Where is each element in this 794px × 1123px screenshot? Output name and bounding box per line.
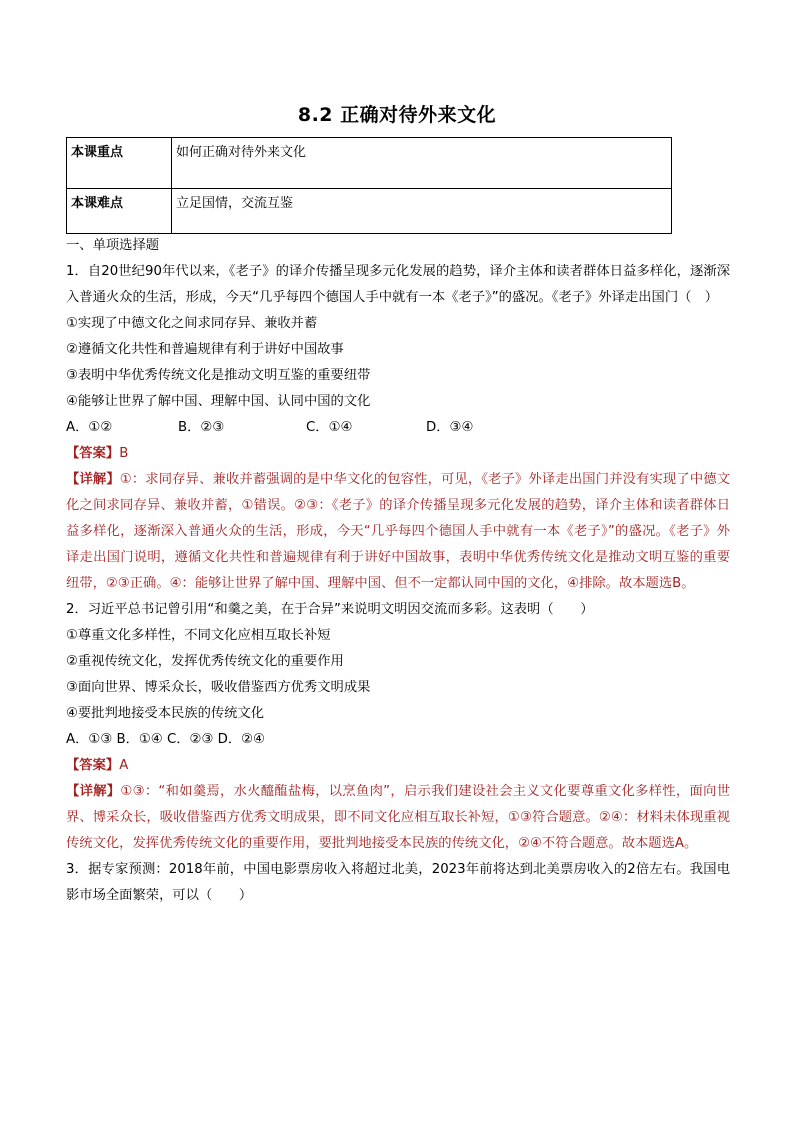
q1-answer [66, 441, 730, 467]
q2-options: A．①③ B．①④ C．②③ D．②④ [66, 732, 265, 747]
q1-item-2: ②遵循文化共性和普遍规律有利于讲好中国故事 [66, 342, 344, 357]
q1-stem: 1．自20世纪90年代以来，《老子》的译介传播呈现多元化发展的趋势，译介主体和读者群体日益多样化，逐渐深入普通火众的生活，形成，今天“几乎每四个德国人手中就有一本《老子》”的盛况。《老子》外译走出国门（ ） [66, 264, 730, 305]
table-value-key-point: 如何正确对待外来文化 [172, 138, 672, 189]
lesson-table [66, 137, 672, 234]
page-title: 8.2 正确对待外来文化 [297, 104, 497, 126]
q3-stem: 3．据专家预测：2018年前，中国电影票房收入将超过北美，2023年前将达到北美票房收入的2倍左右。我国电影市场全面繁荣，可以（ ） [66, 862, 730, 903]
q2-item-4: ④要批判地接受本民族的传统文化 [66, 706, 265, 721]
q1-detail [66, 467, 730, 597]
q2-detail-tag: 【详解】 [66, 784, 121, 799]
q1-answer-value: B [119, 446, 129, 461]
table-head-key-point: 本课重点 [67, 138, 172, 189]
q2-answer-tag: 【答案】 [66, 758, 120, 773]
q2-item-3: ③面向世界、博采众长，吸收借鉴西方优秀文明成果 [66, 680, 371, 695]
question-content [66, 233, 730, 909]
section-heading: 一、单项选择题 [66, 238, 160, 253]
table-row [67, 138, 672, 189]
q2-item-2: ②重视传统文化，发挥优秀传统文化的重要作用 [66, 654, 344, 669]
q1-detail-tag: 【详解】 [66, 472, 120, 487]
q1-detail-text: ①：求同存异、兼收并蓄强调的是中华文化的包容性，可见，《老子》外译走出国门并没有实现了中德文化之间求同存异、兼收并蓄，①错误。②③：《老子》的译介传播呈现多元化发展的趋势，译介主体和读者群体日益多样化，逐渐深入普通火众的生活，形成，今天“几乎每四个德国人手中就有一本《老子》”的盛况。《老子》外译走出国门说明，遵循文化共性和普遍规律有利于讲好中国故事，表明中华优秀传统文化是推动文明互鉴的重要纽带，②③正确。④：能够让世界了解中国、理解中国、但不一定都认同中国的文化，④排除。故本题选B。 [66, 472, 730, 591]
q1-option-c: C．①④ [306, 420, 353, 435]
q2-answer [66, 753, 730, 779]
q1-item-4: ④能够让世界了解中国、理解中国、认同中国的文化 [66, 394, 371, 409]
q1-item-3: ③表明中华优秀传统文化是推动文明互鉴的重要纽带 [66, 368, 371, 383]
table-value-difficulty: 立足国情，交流互鉴 [172, 189, 672, 234]
q1-option-d: D．③④ [426, 420, 474, 435]
q1-options [66, 415, 730, 441]
q1-answer-tag: 【答案】 [66, 446, 120, 461]
q2-answer-value: A [119, 758, 129, 773]
q2-detail-text: ①③：“和如羹焉，水火醯醢盐梅，以烹鱼肉”，启示我们建设社会主义文化要尊重文化多样性，面向世界、博采众长，吸收借鉴西方优秀文明成果，即不同文化应相互取长补短，①③符合题意。②④：材料未体现重视传统文化，发挥优秀传统文化的重要作用，要批判地接受本民族的传统文化，②④不符合题意。故本题选A。 [66, 784, 730, 851]
q2-item-1: ①尊重文化多样性，不同文化应相互取长补短 [66, 628, 331, 643]
q1-item-1: ①实现了中德文化之间求同存异、兼收并蓄 [66, 316, 318, 331]
q1-option-b: B．②③ [178, 420, 225, 435]
table-head-difficulty: 本课难点 [67, 189, 172, 234]
q2-detail [66, 779, 730, 857]
q1-option-a: A．①② [66, 420, 113, 435]
q2-stem: 2．习近平总书记曾引用“和羹之美，在于合异”来说明文明因交流而多彩。这表明（ ） [66, 602, 594, 617]
table-row [67, 189, 672, 234]
